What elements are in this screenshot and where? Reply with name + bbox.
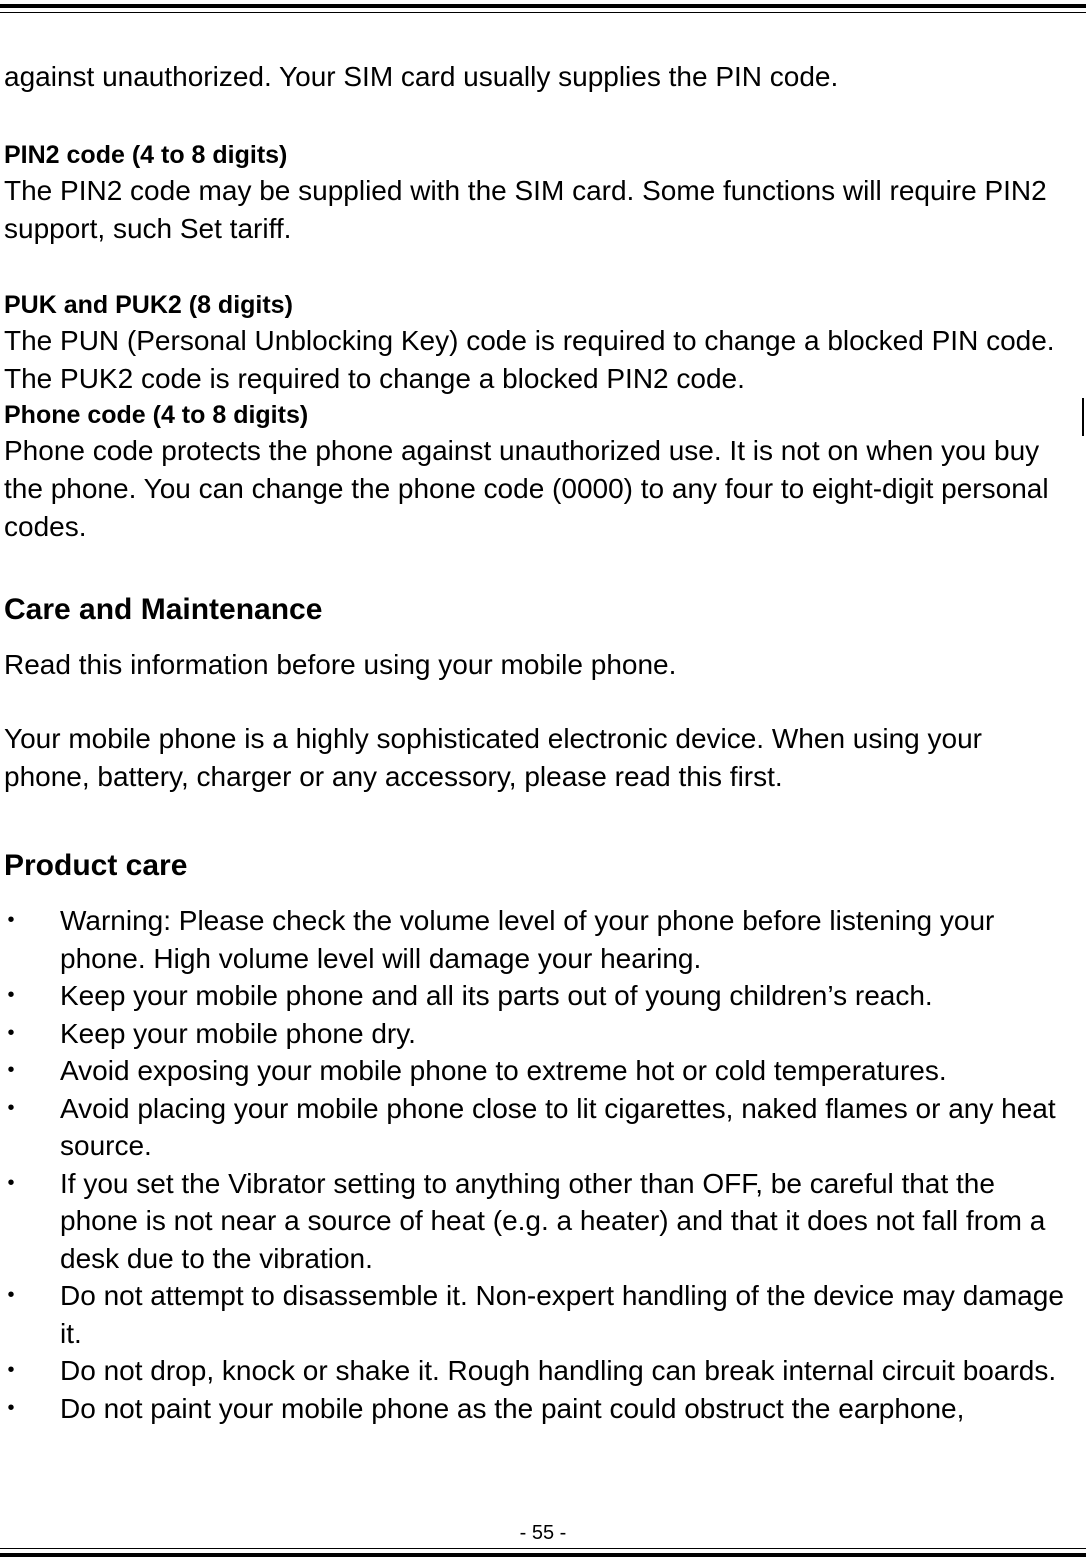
bullet-icon: • [7,1359,15,1381]
bullet-icon: • [7,1284,15,1306]
care-heading: Care and Maintenance [4,593,323,626]
list-item-text: Do not paint your mobile phone as the paint could obstruct the earphone, [60,1392,965,1424]
list-item-text: Do not drop, knock or shake it. Rough handling can break internal circuit boards. [60,1355,1057,1386]
header-rule [0,4,1086,13]
puk-body: The PUN (Personal Unblocking Key) code is required to change a blocked PIN code. The PUK2 code is required to change a blocked PIN2 code. [4,325,1055,394]
bullet-icon: • [7,1059,15,1081]
page-number: - 55 - [519,1522,567,1544]
footer-rule [0,1548,1086,1557]
list-item-text: If you set the Vibrator setting to anything other than OFF, be careful that the phone is not near a source of heat (e.g. a heater) and that it does not fall from a desk due to the vibration. [60,1167,1046,1274]
care-para-2: Your mobile phone is a highly sophisticated electronic device. When using your phone, battery, charger or any accessory, please read this first. [4,723,982,792]
list-item-text: Avoid placing your mobile phone close to lit cigarettes, naked flames or any heat source. [60,1092,1056,1161]
list-item [4,1052,1074,1090]
list-item [4,1090,1074,1165]
phone-code-heading: Phone code (4 to 8 digits) [4,401,309,429]
phone-code-body: Phone code protects the phone against unauthorized use. It is not on when you buy the phone. You can change the phone code (0000) to any four to eight-digit personal codes. [4,435,1049,542]
pin2-body: The PIN2 code may be supplied with the SIM card. Some functions will require PIN2 support, such Set tariff. [4,175,1047,244]
list-item-text: Do not attempt to disassemble it. Non-expert handling of the device may damage it. [60,1280,1064,1349]
list-item-text: Keep your mobile phone dry. [60,1017,416,1049]
pin2-heading: PIN2 code (4 to 8 digits) [4,141,288,169]
list-item [4,977,1074,1015]
list-item-text: Avoid exposing your mobile phone to extreme hot or cold temperatures. [60,1055,947,1086]
care-para-1: Read this information before using your mobile phone. [4,649,677,680]
product-care-heading: Product care [4,849,188,882]
bullet-icon: • [7,1396,15,1419]
list-item-text: Warning: Please check the volume level of your phone before listening your phone. High volume level will damage your hearing. [60,905,995,974]
product-care-list [4,902,1074,1427]
change-bar [1082,398,1084,436]
bullet-icon: • [7,1171,15,1194]
bullet-icon: • [7,909,15,931]
bullet-icon: • [7,1096,15,1119]
list-item [4,1277,1074,1352]
list-item [4,1390,1074,1428]
list-item [4,1352,1074,1390]
bullet-icon: • [7,984,15,1006]
list-item [4,1015,1074,1053]
list-item [4,902,1074,977]
page-content [4,58,1074,1427]
puk-heading: PUK and PUK2 (8 digits) [4,291,293,319]
list-item-text: Keep your mobile phone and all its parts out of young children’s reach. [60,980,933,1011]
list-item [4,1165,1074,1278]
bullet-icon: • [7,1021,15,1044]
intro-line: against unauthorized. Your SIM card usually supplies the PIN code. [4,61,839,92]
